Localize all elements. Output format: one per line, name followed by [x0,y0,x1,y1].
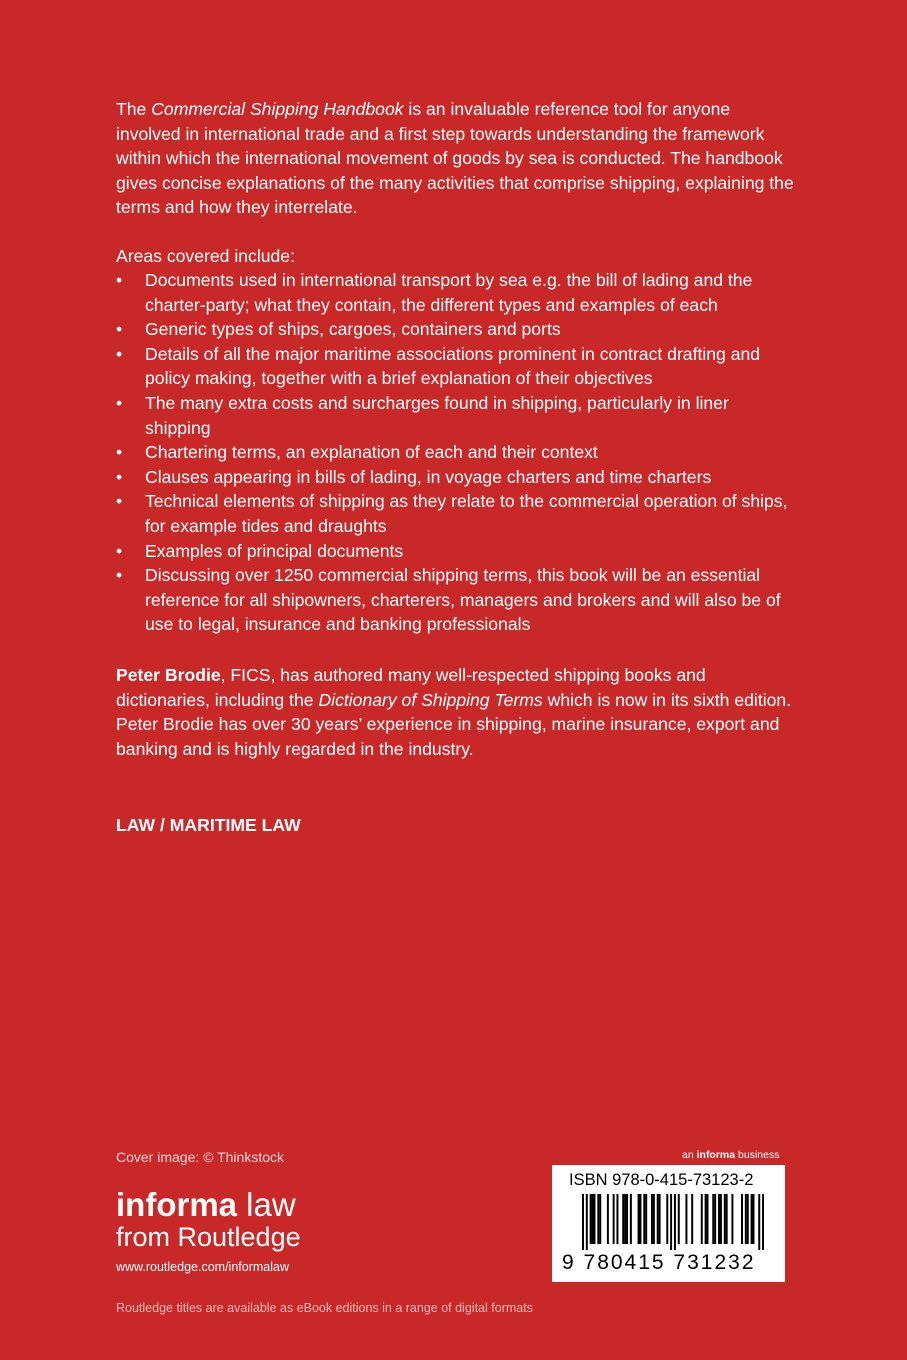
barcode-bar [651,1194,653,1244]
barcode-bar [607,1194,609,1244]
list-item [116,391,796,440]
barcode-bar [624,1194,626,1244]
barcode-bar [674,1194,676,1250]
list-item-text: The many extra costs and surcharges found in shipping, particularly in liner shipping [145,392,729,438]
barcode-bar [586,1194,588,1250]
barcode-bar [616,1194,618,1244]
list-item [116,268,796,317]
bullet-icon: • [116,540,123,561]
list-item-text: Documents used in international transport by sea e.g. the bill of lading and the charter-party; what they contain, the different types and examples of each [145,270,753,315]
informa-business-tagline [682,1149,779,1161]
list-item [116,342,796,391]
blurb-paragraph [116,97,796,220]
list-item-text: Details of all the major maritime associations prominent in contract drafting and policy making, together with a brief explanation of their objectives [145,343,761,389]
barcode-bar [720,1194,722,1244]
barcode-bar [653,1194,655,1244]
barcode-bar [726,1194,728,1244]
publisher-url: www.routledge.com/informalaw [116,1260,289,1274]
other-book-title: Dictionary of Shipping Terms [318,689,543,710]
bullet-icon: • [116,319,123,340]
barcode-bar [599,1194,601,1244]
areas-intro: Areas covered include: [116,246,295,266]
barcode-bar [751,1194,753,1244]
barcode-bar [590,1194,592,1244]
author-bio-text: , FICS, has authored many well-respected shipping books and dictionaries, including the [116,665,706,710]
barcode-bar [592,1194,594,1244]
list-item-text: Clauses appearing in bills of lading, in voyage charters and time charters [145,466,712,487]
list-item-text: Generic types of ships, cargoes, containers and ports [145,319,561,340]
bullet-icon: • [116,392,123,413]
barcode-bar [747,1194,749,1244]
barcode-bar [613,1194,615,1244]
list-item-text: Technical elements of shipping as they relate to the commercial operation of ships, for example tides and draughts [145,491,788,536]
barcode-bar [638,1194,640,1244]
logo-wordmark [116,1187,376,1222]
list-item [116,465,796,490]
list-item [116,440,796,465]
barcode-bar [718,1194,720,1244]
barcode-bar [701,1194,703,1244]
barcode-bar [639,1194,641,1244]
barcode-bar [691,1194,693,1244]
tagline-suffix: business [735,1149,780,1161]
blurb-prefix: The [116,99,152,119]
list-item [116,539,796,564]
barcode-bar [758,1194,760,1250]
barcode-bar [630,1194,632,1244]
barcode-bar [724,1194,726,1244]
bullet-icon: • [116,466,123,487]
list-item [116,317,796,342]
barcode-bar [645,1194,647,1244]
logo-law: law [237,1186,296,1223]
book-title: Commercial Shipping Handbook [151,99,404,119]
isbn-label: ISBN 978-0-415-73123-2 [569,1171,754,1189]
subject-category: LAW / MARITIME LAW [116,815,301,835]
barcode-bar [712,1194,714,1244]
areas-list [116,268,796,637]
bullet-icon: • [116,565,123,586]
barcode-bar [678,1194,680,1244]
bullet-icon: • [116,270,123,290]
barcode-bar [643,1194,645,1244]
list-item [116,563,796,637]
author-name: Peter Brodie [116,665,221,685]
barcode-bar [707,1194,709,1244]
bullet-icon: • [116,343,123,364]
list-item-text: Chartering terms, an explanation of each and their context [145,442,598,463]
tagline-informa: informa [696,1149,736,1161]
barcode-bar [582,1194,584,1250]
barcode-bar [685,1194,687,1244]
barcode-bar [753,1194,755,1244]
barcode-bar [731,1194,733,1244]
barcode [582,1194,764,1250]
tagline-prefix: an [682,1149,697,1161]
barcode-bar [593,1194,595,1244]
barcode-bar [705,1194,707,1244]
list-item-text: Discussing over 1250 commercial shipping terms, this book will be an essential reference for all shipowners, charterers, managers and brokers and will also be of use to legal, insurance and banking professionals [145,565,781,635]
bullet-icon: • [116,442,123,463]
logo-informa: informa [116,1186,238,1223]
list-item [116,489,796,538]
bullet-icon: • [116,491,123,512]
cover-image-credit: Cover image: © Thinkstock [116,1149,285,1165]
publisher-logo [116,1187,376,1274]
barcode-bar [670,1194,672,1250]
blurb-text: is an invaluable reference tool for anyone involved in international trade and a first step towards understanding the framework within which the international movement of goods by sea is conducted. The handbook gives concise explanations of the many activities that comprise shipping, explaining the terms and how they interrelate. [116,99,794,218]
barcode-bar [626,1194,628,1244]
list-item-text: Examples of principal documents [145,540,404,561]
barcode-bar [714,1194,716,1244]
barcode-bar [622,1194,624,1244]
ebook-note: Routledge titles are available as eBook editions in a range of digital formats [116,1301,533,1315]
barcode-bar [597,1194,599,1244]
barcode-bar [741,1194,743,1244]
barcode-bar [659,1194,661,1244]
barcode-bar [666,1194,668,1244]
isbn-barcode-box [552,1165,785,1282]
author-bio [116,663,796,761]
barcode-bar [657,1194,659,1244]
barcode-bar [762,1194,764,1250]
logo-from-routledge: from Routledge [116,1222,301,1252]
author-bio-rest: which is now in its sixth edition. Peter Brodie has over 30 years’ experience in shipping, marine insurance, export and banking and is highly regarded in the industry. [116,689,792,759]
barcode-bar [745,1194,747,1244]
isbn-digits: 9 780415 731232 [562,1251,756,1274]
